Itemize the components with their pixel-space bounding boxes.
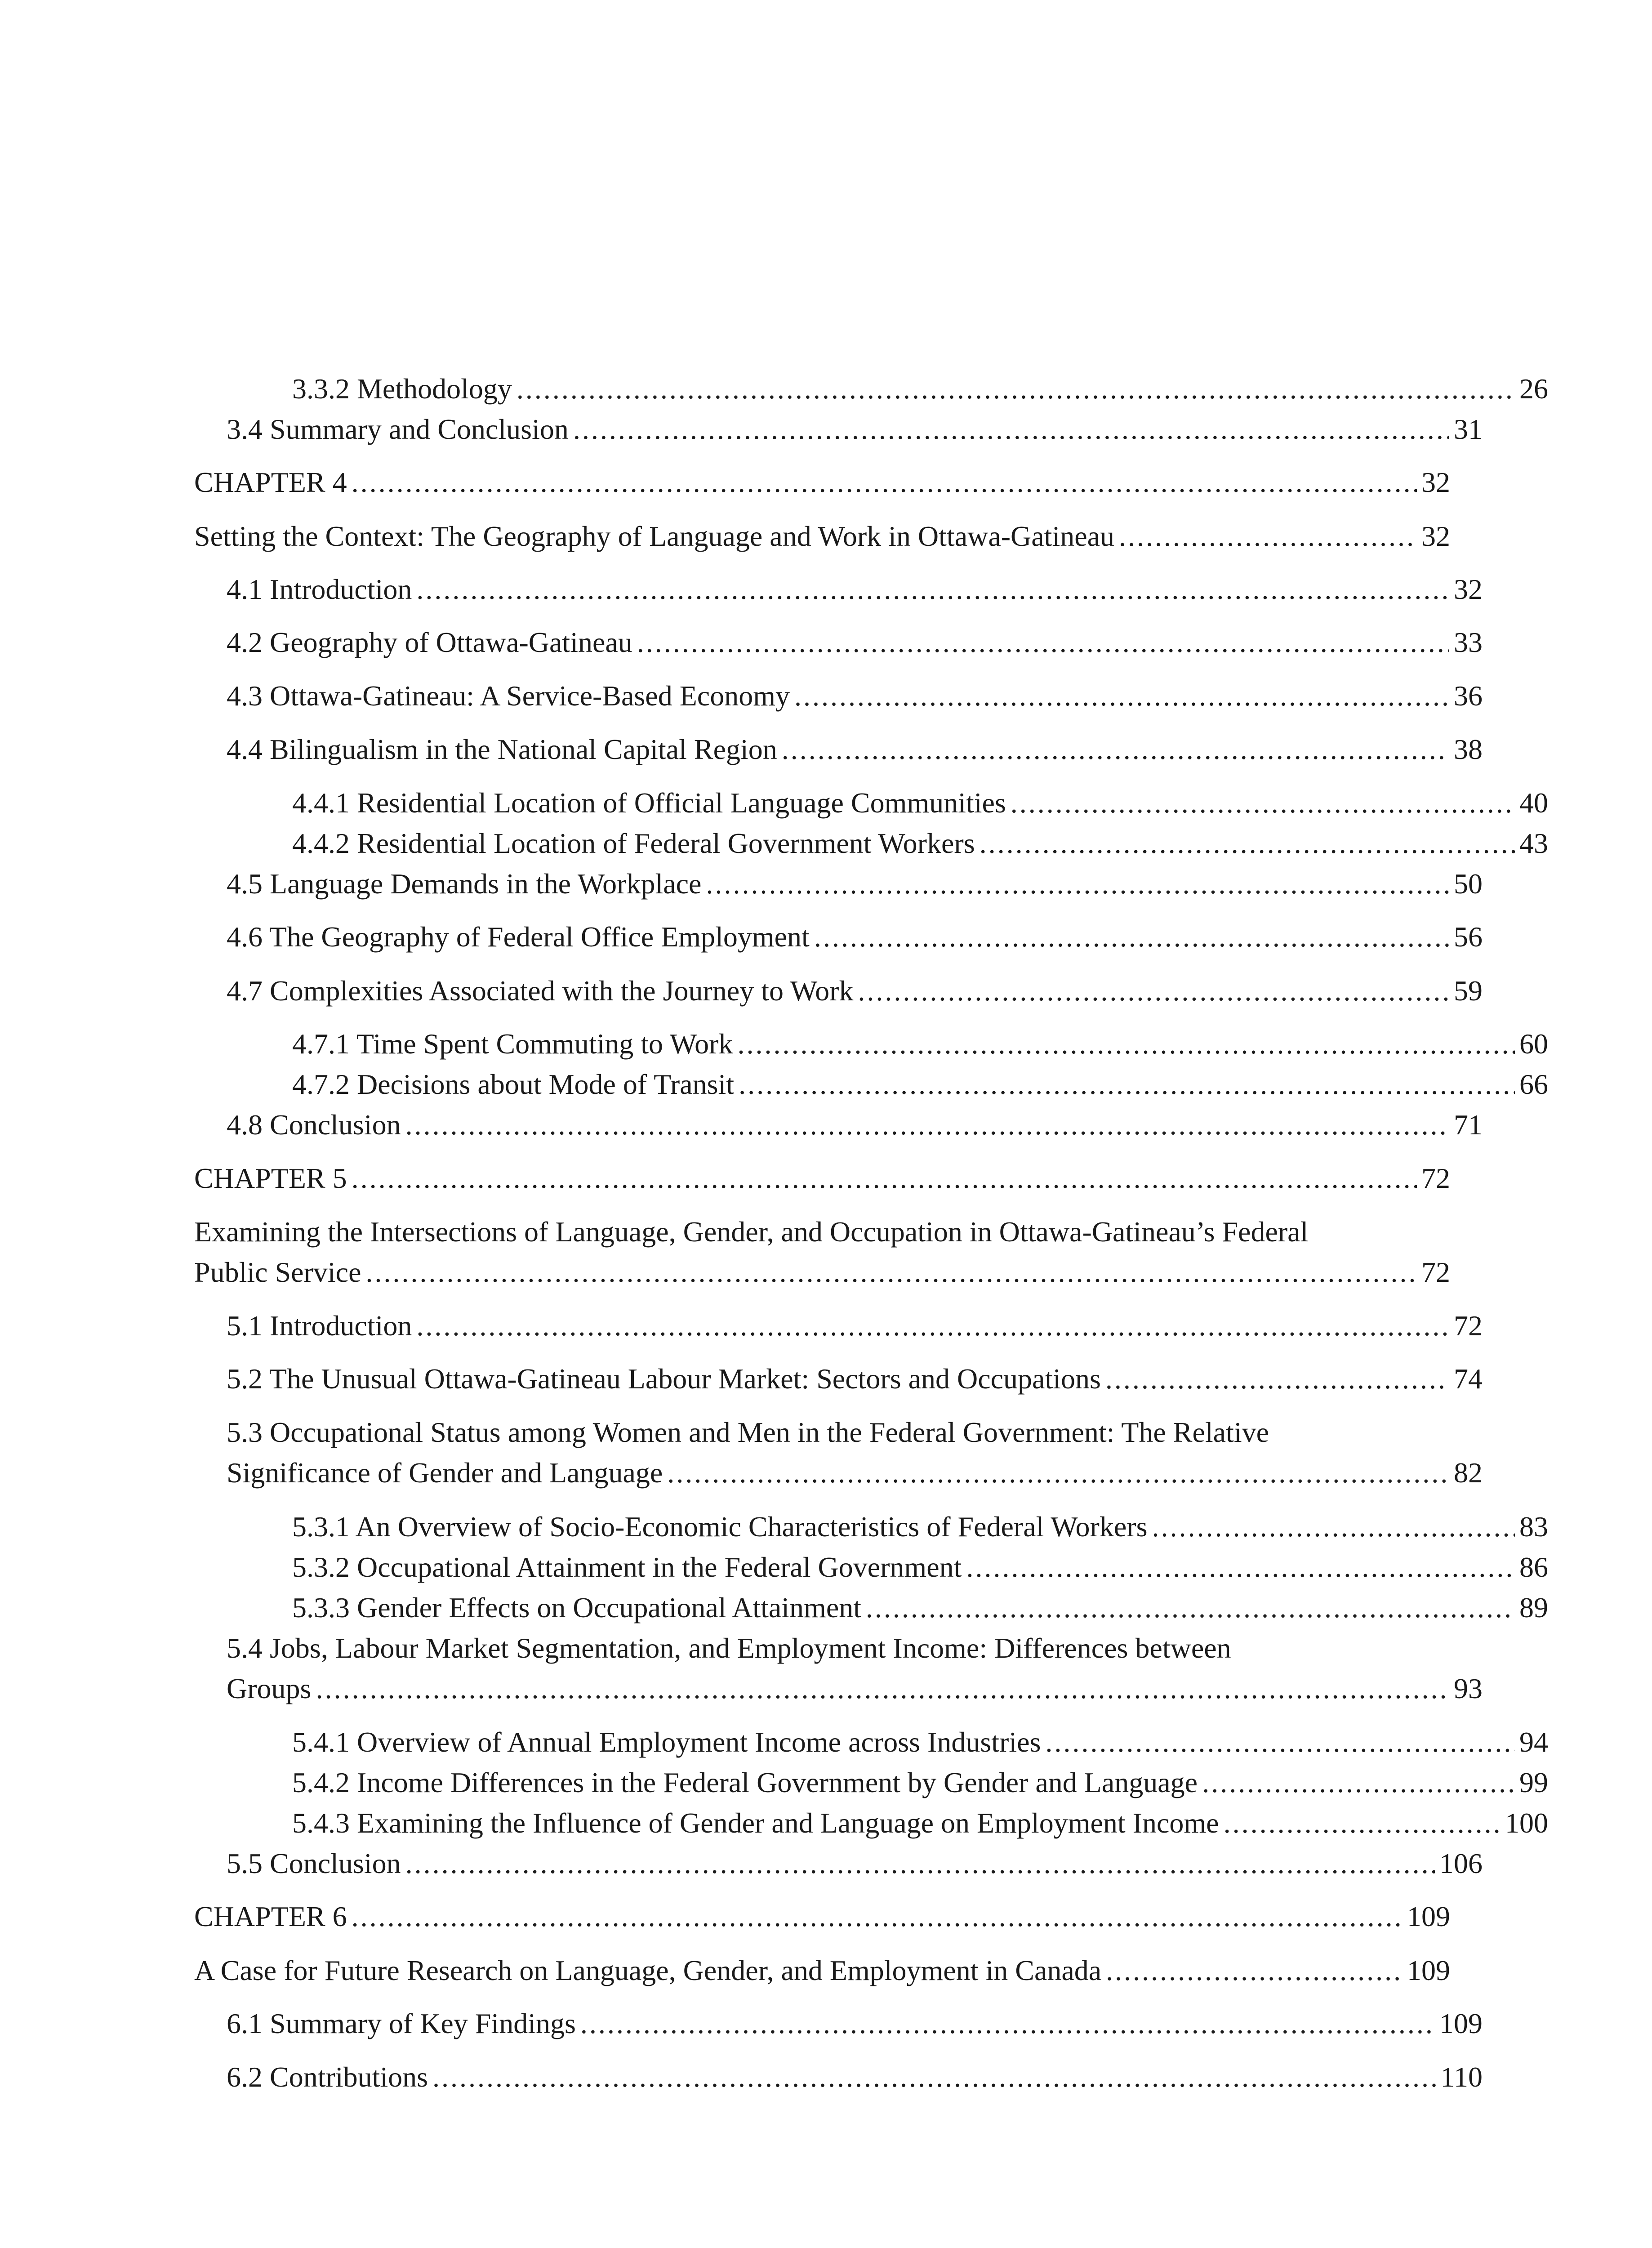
toc-entry-label: 4.1 Introduction bbox=[227, 573, 412, 605]
toc-entry-label: 3.3.2 Methodology bbox=[292, 373, 512, 405]
toc-page-number: 86 bbox=[1519, 1551, 1548, 1583]
leader-dots bbox=[517, 369, 1515, 409]
toc-entry-3-3-2[interactable] bbox=[194, 369, 1548, 409]
toc-entry-label: 4.4.2 Residential Location of Federal Government Workers bbox=[292, 827, 975, 859]
leader-dots bbox=[432, 2057, 1436, 2097]
toc-entry-5-1[interactable] bbox=[194, 1306, 1483, 1346]
leader-dots bbox=[352, 1158, 1417, 1199]
toc-page-number: 32 bbox=[1454, 573, 1483, 605]
toc-page-number: 33 bbox=[1454, 626, 1483, 658]
toc-page-number: 74 bbox=[1454, 1363, 1483, 1395]
leader-dots bbox=[637, 622, 1449, 663]
leader-dots bbox=[1105, 1359, 1449, 1399]
toc-entry-label: 5.4.1 Overview of Annual Employment Income across Industries bbox=[292, 1726, 1041, 1758]
toc-entry-chapter-4[interactable] bbox=[194, 462, 1450, 503]
toc-page-number: 31 bbox=[1454, 413, 1483, 445]
toc-entry-4-1[interactable] bbox=[194, 569, 1483, 610]
toc-page-number: 109 bbox=[1407, 1954, 1450, 1986]
leader-dots bbox=[1011, 783, 1515, 823]
leader-dots bbox=[573, 409, 1449, 450]
toc-entry-label: 6.1 Summary of Key Findings bbox=[227, 2007, 576, 2039]
toc-entry-4-5[interactable] bbox=[194, 864, 1483, 904]
toc-entry-5-3[interactable] bbox=[194, 1412, 1483, 1493]
toc-entry-label: 5.5 Conclusion bbox=[227, 1847, 401, 1879]
toc-page-number: 94 bbox=[1519, 1726, 1548, 1758]
toc-page-number: 50 bbox=[1454, 868, 1483, 900]
leader-dots bbox=[352, 1896, 1403, 1937]
toc-entry-4-6[interactable] bbox=[194, 917, 1483, 957]
toc-page-number: 110 bbox=[1440, 2061, 1483, 2093]
toc-entry-label: 5.3.3 Gender Effects on Occupational Attainment bbox=[292, 1592, 861, 1624]
toc-entry-chapter-6-title[interactable] bbox=[194, 1950, 1450, 1991]
toc-entry-label: CHAPTER 6 bbox=[194, 1900, 347, 1932]
leader-dots bbox=[1119, 516, 1417, 557]
toc-entry-label: 4.7 Complexities Associated with the Journey to Work bbox=[227, 975, 854, 1007]
toc-entry-4-4[interactable] bbox=[194, 729, 1483, 770]
toc-page-number: 59 bbox=[1454, 975, 1483, 1007]
toc-page-number: 71 bbox=[1454, 1109, 1483, 1141]
leader-dots bbox=[416, 1306, 1449, 1346]
toc-entry-label: CHAPTER 4 bbox=[194, 466, 347, 498]
toc-entry-label: 3.4 Summary and Conclusion bbox=[227, 413, 569, 445]
table-of-contents bbox=[194, 0, 1548, 2248]
leader-dots bbox=[405, 1843, 1435, 1884]
leader-dots bbox=[980, 823, 1515, 864]
toc-entry-4-3[interactable] bbox=[194, 676, 1483, 716]
toc-entry-chapter-4-title[interactable] bbox=[194, 516, 1450, 557]
leader-dots bbox=[316, 1668, 1449, 1709]
toc-entry-4-7-1[interactable] bbox=[194, 1024, 1548, 1064]
toc-entry-3-4[interactable] bbox=[194, 409, 1483, 450]
toc-entry-4-7[interactable] bbox=[194, 971, 1483, 1011]
toc-page-number: 72 bbox=[1421, 1256, 1450, 1288]
toc-page-number: 32 bbox=[1421, 520, 1450, 552]
leader-dots bbox=[1106, 1950, 1403, 1991]
toc-entry-5-2[interactable] bbox=[194, 1359, 1483, 1399]
toc-page-number: 72 bbox=[1421, 1162, 1450, 1194]
leader-dots bbox=[737, 1024, 1515, 1064]
leader-dots bbox=[739, 1064, 1515, 1105]
toc-entry-label: 4.5 Language Demands in the Workplace bbox=[227, 868, 702, 900]
toc-entry-label: 5.4.3 Examining the Influence of Gender and Language on Employment Income bbox=[292, 1807, 1219, 1839]
leader-dots bbox=[782, 729, 1449, 770]
toc-entry-5-3-2[interactable] bbox=[194, 1547, 1548, 1588]
toc-entry-label: 4.3 Ottawa-Gatineau: A Service-Based Economy bbox=[227, 680, 790, 712]
toc-entry-label-line-1: Examining the Intersections of Language, Gender, and Occupation in Ottawa-Gatineau’s Federal bbox=[194, 1216, 1309, 1248]
toc-page-number: 93 bbox=[1454, 1673, 1483, 1704]
toc-entry-label: Setting the Context: The Geography of Language and Work in Ottawa-Gatineau bbox=[194, 520, 1115, 552]
toc-page-number: 66 bbox=[1519, 1068, 1548, 1100]
toc-entry-label: CHAPTER 5 bbox=[194, 1162, 347, 1194]
toc-entry-5-4-1[interactable] bbox=[194, 1722, 1548, 1762]
toc-entry-label: 5.3.1 An Overview of Socio-Economic Characteristics of Federal Workers bbox=[292, 1511, 1148, 1543]
toc-page-number: 26 bbox=[1519, 373, 1548, 405]
toc-page-number: 32 bbox=[1421, 466, 1450, 498]
toc-entry-4-4-2[interactable] bbox=[194, 823, 1548, 864]
leader-dots bbox=[580, 2003, 1435, 2044]
toc-page-number: 38 bbox=[1454, 733, 1483, 765]
toc-entry-4-4-1[interactable] bbox=[194, 783, 1548, 823]
toc-entry-4-2[interactable] bbox=[194, 622, 1483, 663]
toc-page-number: 106 bbox=[1439, 1847, 1483, 1879]
toc-entry-chapter-5[interactable] bbox=[194, 1158, 1450, 1199]
leader-dots bbox=[966, 1547, 1515, 1588]
toc-page-number: 82 bbox=[1454, 1457, 1483, 1489]
leader-dots bbox=[405, 1105, 1449, 1145]
leader-dots bbox=[416, 569, 1449, 610]
toc-page-number: 72 bbox=[1454, 1310, 1483, 1342]
leader-dots bbox=[866, 1588, 1515, 1628]
toc-entry-label: 4.7.2 Decisions about Mode of Transit bbox=[292, 1068, 735, 1100]
toc-page-number: 60 bbox=[1519, 1028, 1548, 1060]
toc-entry-label: A Case for Future Research on Language, Gender, and Employment in Canada bbox=[194, 1954, 1102, 1986]
toc-entry-label: 6.2 Contributions bbox=[227, 2061, 428, 2093]
toc-entry-5-4-2[interactable] bbox=[194, 1762, 1548, 1803]
toc-entry-label: 5.4.2 Income Differences in the Federal Government by Gender and Language bbox=[292, 1766, 1198, 1798]
leader-dots bbox=[1045, 1722, 1515, 1762]
toc-entry-chapter-5-title[interactable] bbox=[194, 1212, 1450, 1293]
toc-entry-label: Public Service bbox=[194, 1256, 361, 1288]
toc-entry-6-2[interactable] bbox=[194, 2057, 1483, 2097]
leader-dots bbox=[667, 1453, 1449, 1493]
toc-page-number: 40 bbox=[1519, 787, 1548, 819]
toc-entry-label: Groups bbox=[227, 1673, 312, 1704]
leader-dots bbox=[1152, 1507, 1515, 1547]
toc-page-number: 99 bbox=[1519, 1766, 1548, 1798]
toc-entry-label: 5.2 The Unusual Ottawa-Gatineau Labour Market: Sectors and Occupations bbox=[227, 1363, 1101, 1395]
toc-entry-6-1[interactable] bbox=[194, 2003, 1483, 2044]
leader-dots bbox=[814, 917, 1449, 957]
toc-entry-label: 4.2 Geography of Ottawa-Gatineau bbox=[227, 626, 632, 658]
toc-entry-label: 4.7.1 Time Spent Commuting to Work bbox=[292, 1028, 733, 1060]
toc-entry-4-8[interactable] bbox=[194, 1105, 1483, 1145]
toc-entry-label-line-1: 5.4 Jobs, Labour Market Segmentation, and Employment Income: Differences between bbox=[227, 1632, 1231, 1664]
toc-entry-5-5[interactable] bbox=[194, 1843, 1483, 1884]
toc-page-number: 109 bbox=[1439, 2007, 1483, 2039]
leader-dots bbox=[352, 462, 1417, 503]
leader-dots bbox=[706, 864, 1449, 904]
leader-dots bbox=[365, 1252, 1417, 1293]
toc-page-number: 109 bbox=[1407, 1900, 1450, 1932]
toc-page-number: 89 bbox=[1519, 1592, 1548, 1624]
toc-entry-4-7-2[interactable] bbox=[194, 1064, 1548, 1105]
toc-entry-5-3-1[interactable] bbox=[194, 1507, 1548, 1547]
leader-dots bbox=[794, 676, 1449, 716]
toc-page-number: 100 bbox=[1505, 1807, 1548, 1839]
toc-entry-label: 5.3.2 Occupational Attainment in the Federal Government bbox=[292, 1551, 962, 1583]
toc-entry-chapter-6[interactable] bbox=[194, 1896, 1450, 1937]
leader-dots bbox=[1202, 1762, 1515, 1803]
toc-entry-5-4[interactable] bbox=[194, 1628, 1483, 1709]
toc-entry-label: 4.6 The Geography of Federal Office Employment bbox=[227, 921, 810, 953]
toc-entry-label: 4.4 Bilingualism in the National Capital Region bbox=[227, 733, 777, 765]
leader-dots bbox=[858, 971, 1449, 1011]
toc-entry-label: 5.1 Introduction bbox=[227, 1310, 412, 1342]
toc-entry-5-3-3[interactable] bbox=[194, 1588, 1548, 1628]
leader-dots bbox=[1224, 1803, 1501, 1843]
toc-entry-5-4-3[interactable] bbox=[194, 1803, 1548, 1843]
toc-entry-label: 4.8 Conclusion bbox=[227, 1109, 401, 1141]
toc-page-number: 36 bbox=[1454, 680, 1483, 712]
toc-entry-label: 4.4.1 Residential Location of Official Language Communities bbox=[292, 787, 1006, 819]
toc-page-number: 56 bbox=[1454, 921, 1483, 953]
toc-entry-label: Significance of Gender and Language bbox=[227, 1457, 663, 1489]
toc-page-number: 83 bbox=[1519, 1511, 1548, 1543]
toc-page-number: 43 bbox=[1519, 827, 1548, 859]
toc-entry-label-line-1: 5.3 Occupational Status among Women and Men in the Federal Government: The Relative bbox=[227, 1416, 1269, 1448]
